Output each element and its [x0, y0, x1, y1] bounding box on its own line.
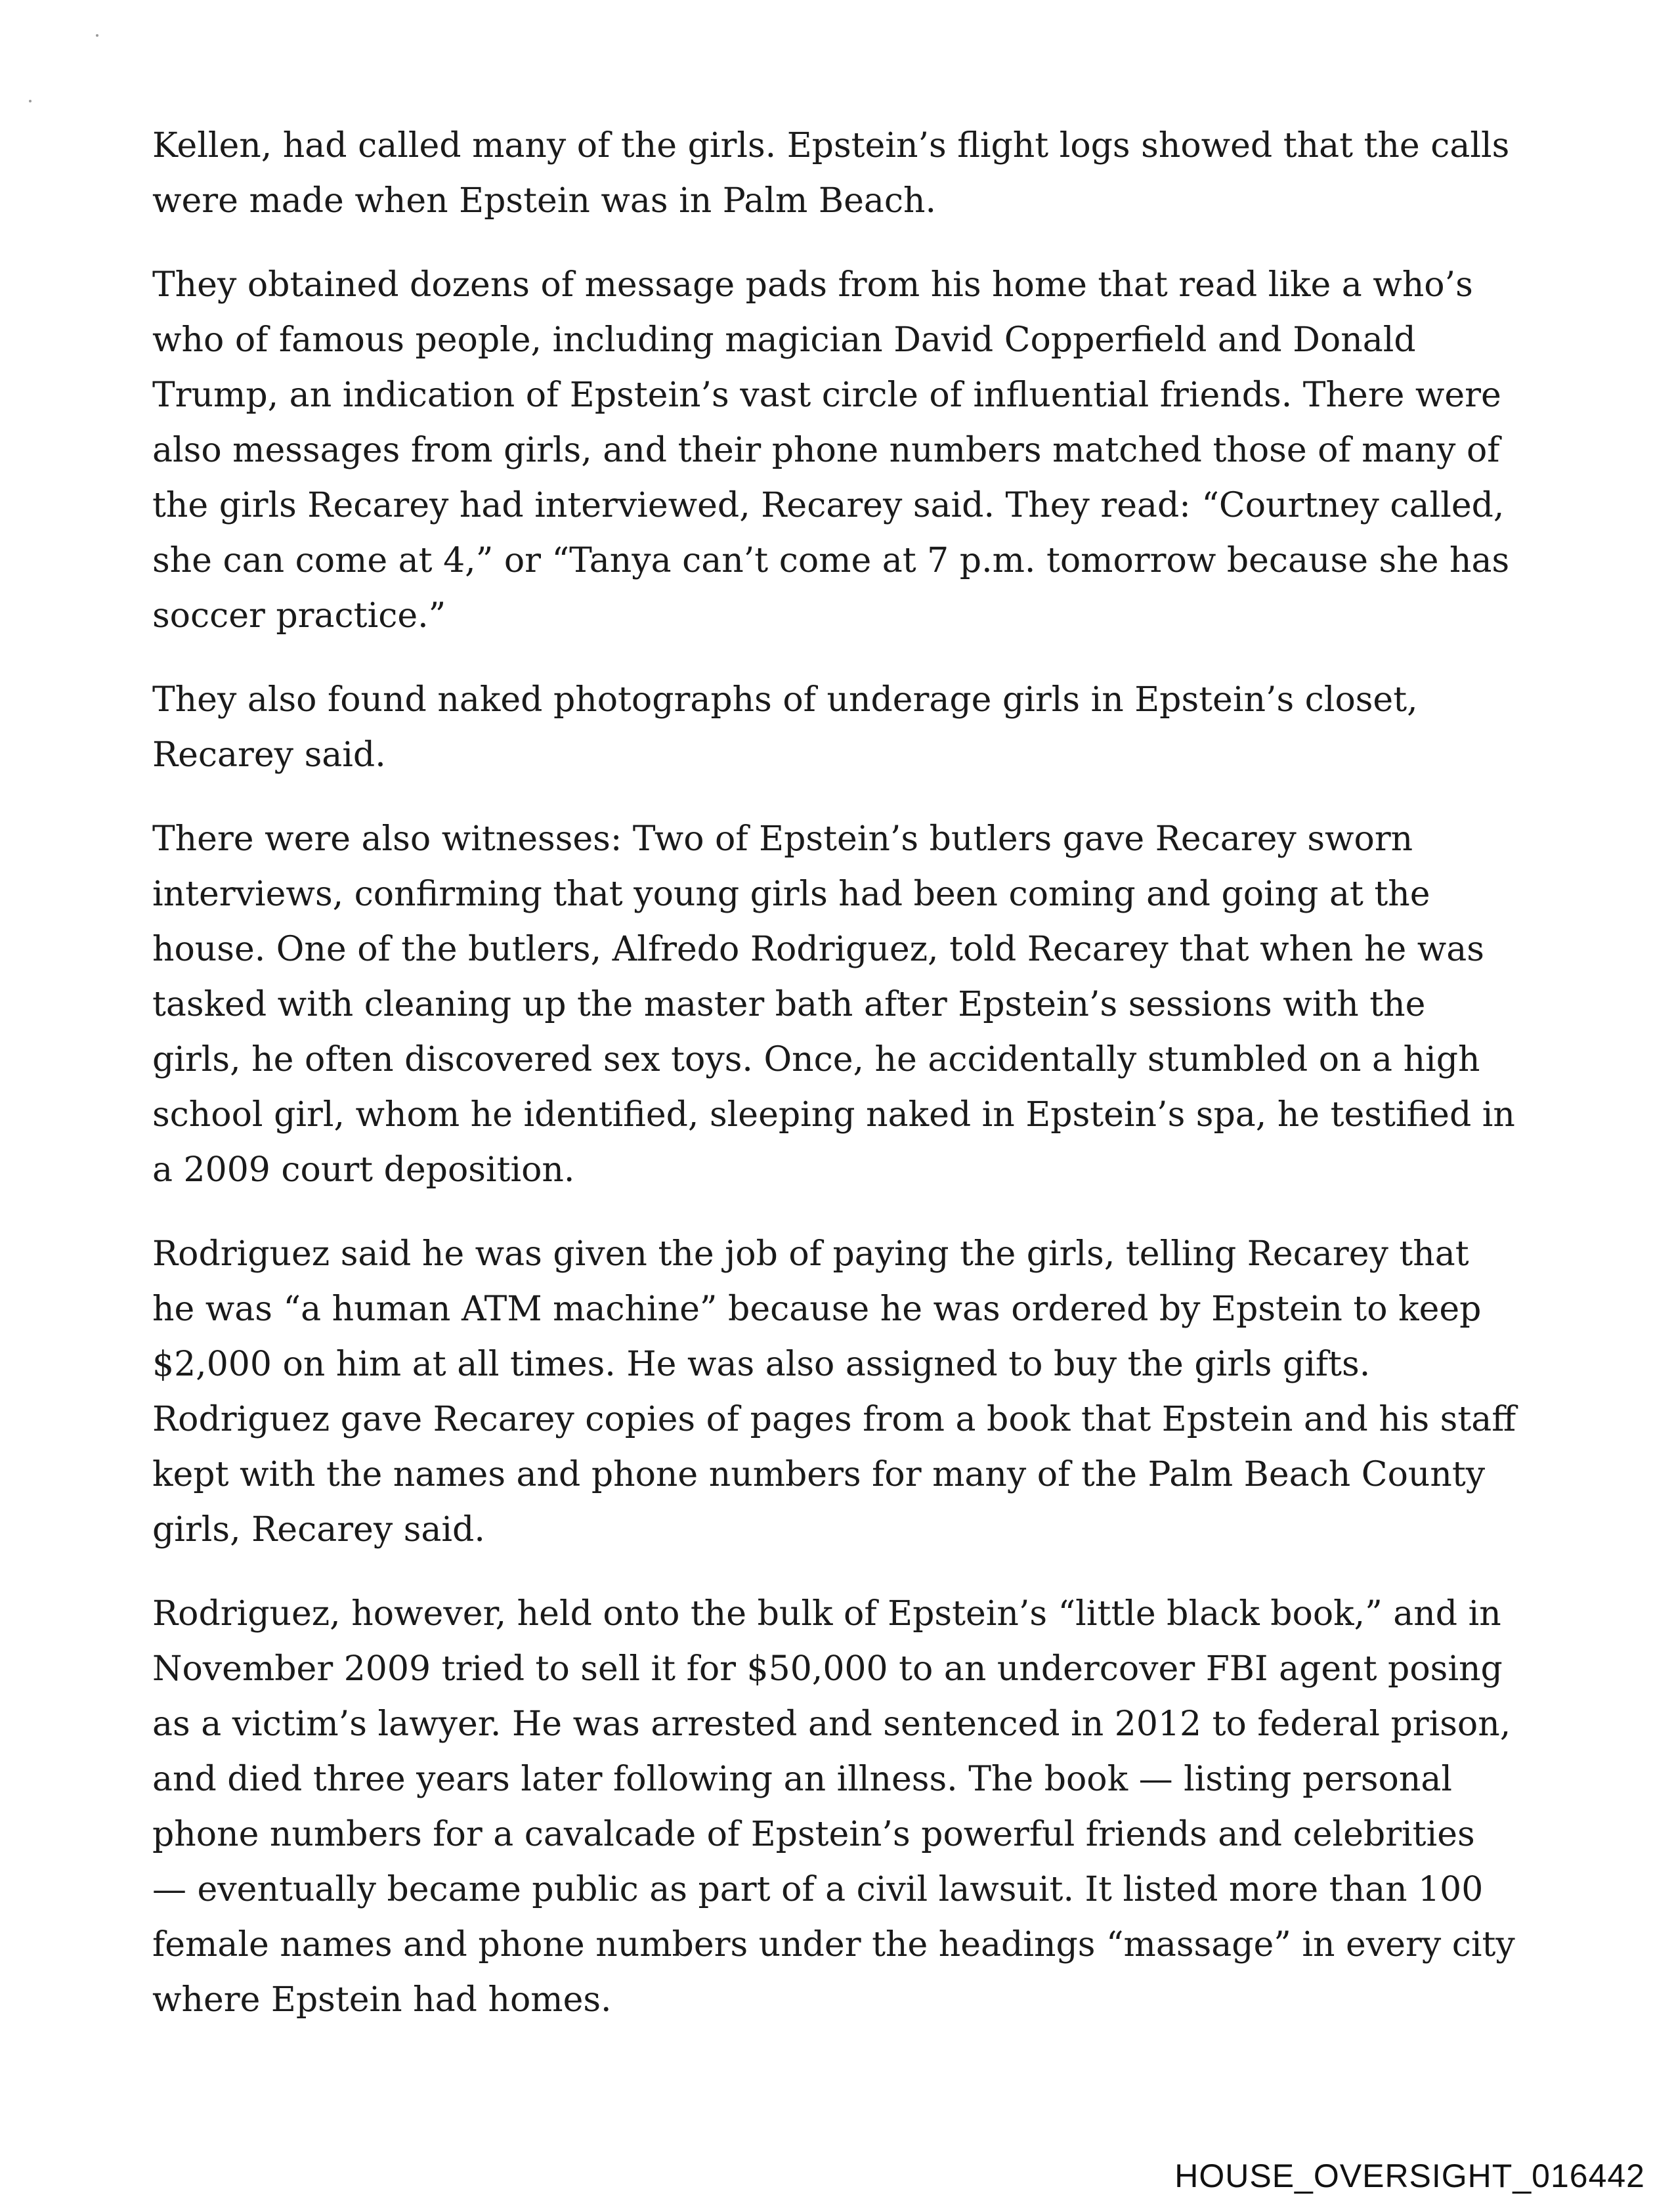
bates-number: HOUSE_OVERSIGHT_016442: [1174, 2158, 1645, 2194]
scan-speck: [29, 100, 32, 102]
scan-speck: [96, 34, 98, 37]
paragraph-1: Kellen, had called many of the girls. Epstein’s flight logs showed that the calls were made when Epstein was in Palm Beach.: [152, 126, 1510, 221]
paragraph-5: Rodriguez said he was given the job of paying the girls, telling Recarey that he was “a human ATM machine” because he was ordered by Epstein to keep $2,000 on him at all times. He was also assigned to buy the girls gifts. Rodriguez gave Recarey copies of pages from a book that Epstein and his staff kept with the names and phone numbers for many of the Palm Beach County girls, Recarey said.: [152, 1234, 1516, 1550]
article-body: [152, 118, 1518, 2056]
paragraph-4: There were also witnesses: Two of Epstein’s butlers gave Recarey sworn interviews, confirming that young girls had been coming and going at the house. One of the butlers, Alfredo Rodriguez, told Recarey that when he was tasked with cleaning up the master bath after Epstein’s sessions with the girls, he often discovered sex toys. Once, he accidentally stumbled on a high school girl, whom he identified, sleeping naked in Epstein’s spa, he testified in a 2009 court deposition.: [152, 819, 1515, 1190]
paragraph-6: Rodriguez, however, held onto the bulk of Epstein’s “little black book,” and in November 2009 tried to sell it for $50,000 to an undercover FBI agent posing as a victim’s lawyer. He was arrested and sentenced in 2012 to federal prison, and died three years later following an illness. The book — listing personal phone numbers for a cavalcade of Epstein’s powerful friends and celebrities — eventually became public as part of a civil lawsuit. It listed more than 100 female names and phone numbers under the headings “massage” in every city where Epstein had homes.: [152, 1594, 1515, 2020]
paragraph-3: They also found naked photographs of underage girls in Epstein’s closet, Recarey said.: [152, 680, 1418, 775]
paragraph-2: They obtained dozens of message pads from his home that read like a who’s who of famous people, including magician David Copperfield and Donald Trump, an indication of Epstein’s vast circle of influential friends. There were also messages from girls, and their phone numbers matched those of many of the girls Recarey had interviewed, Recarey said. They read: “Courtney called, she can come at 4,” or “Tanya can’t come at 7 p.m. tomorrow because she has soccer practice.”: [152, 265, 1510, 636]
